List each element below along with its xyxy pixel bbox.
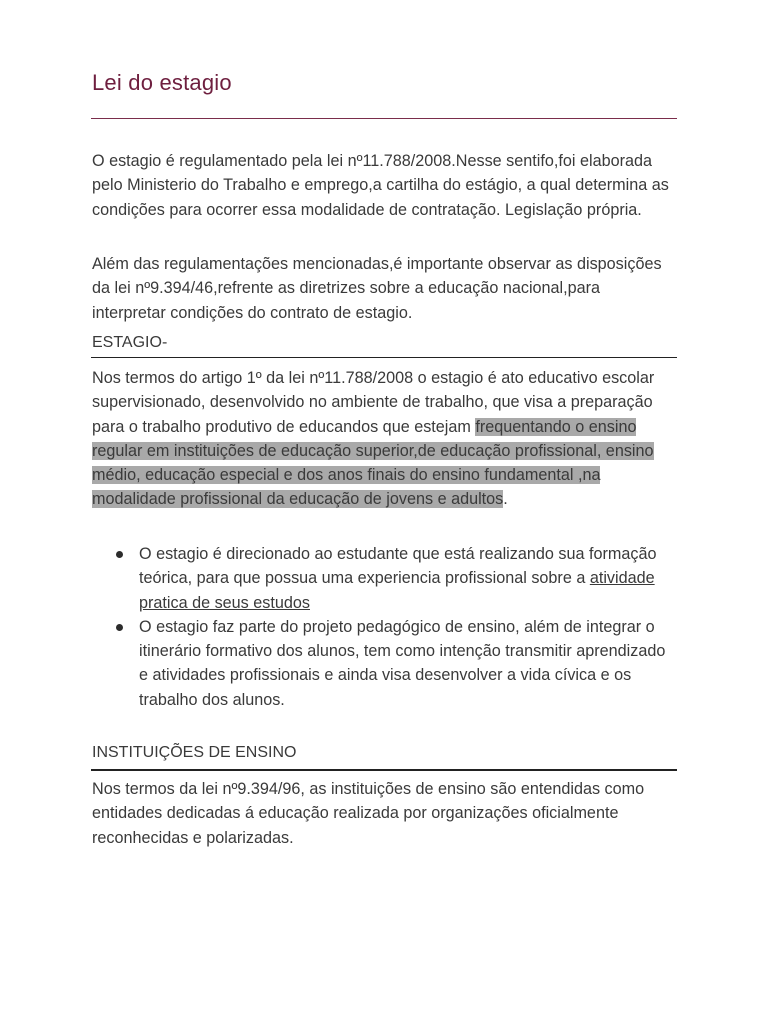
instituicoes-paragraph: Nos termos da lei nº9.394/96, as instituições de ensino são entendidas como entidades dedicadas á educação realizada por organizações oficialmente reconhecidas e polarizadas. xyxy=(92,780,645,847)
estagio-paragraph xyxy=(92,366,678,512)
bullet-text: O estagio é direcionado ao estudante que está realizando sua formação teórica, para que possua uma experiencia profissional sobre a xyxy=(139,545,657,588)
estagio-paragraph-start: Nos termos do artigo 1º da lei nº11.788/2008 o estagio é ato educativo escolar supervisionado, desenvolvido no ambiente de trabalho, que visa a preparação para o trabalho produtivo de educandos que estejam xyxy=(92,369,655,436)
bullet-text: O estagio faz parte do projeto pedagógico de ensino, além de integrar o itinerário formativo dos alunos, tem como intenção transmitir aprendizado e atividades profissionais e ainda visa desenvolver a vida cívica e os trabalho dos alunos. xyxy=(139,617,666,709)
list-item xyxy=(92,615,678,712)
bullet-icon xyxy=(116,624,123,631)
section-divider-instituicoes xyxy=(91,769,677,771)
intro-paragraph-1: O estagio é regulamentado pela lei nº11.788/2008.Nesse sentifo,foi elaborada pelo Ministerio do Trabalho e emprego,a cartilha do estágio, a qual determina as condições para ocorrer essa modalidade de contratação. Legislação própria. xyxy=(92,152,669,219)
list-item xyxy=(92,542,678,615)
intro-paragraph-2: Além das regulamentações mencionadas,é importante observar as disposições da lei nº9.394/46,refrente as diretrizes sobre a educação nacional,para interpretar condições do contrato de estagio. xyxy=(92,255,662,322)
underlined-text: atividade pratica de seus estudos xyxy=(139,569,655,612)
highlighted-text: frequentando o ensino regular em instituições de educação superior,de educação profissional, ensino médio, educação especial e dos anos finais do ensino fundamental ,na modalidade profissional da educação de jovens e adultos xyxy=(92,417,654,509)
section-divider-estagio xyxy=(91,357,677,358)
section-heading-instituicoes: INSTITUIÇÕES DE ENSINO xyxy=(92,744,297,761)
estagio-paragraph-end: . xyxy=(503,490,508,509)
section-heading-estagio: ESTAGIO- xyxy=(92,334,168,351)
estagio-bullet-list xyxy=(92,542,678,712)
bullet-icon xyxy=(116,551,123,558)
title-divider xyxy=(91,118,677,119)
document-title: Lei do estagio xyxy=(92,70,232,95)
